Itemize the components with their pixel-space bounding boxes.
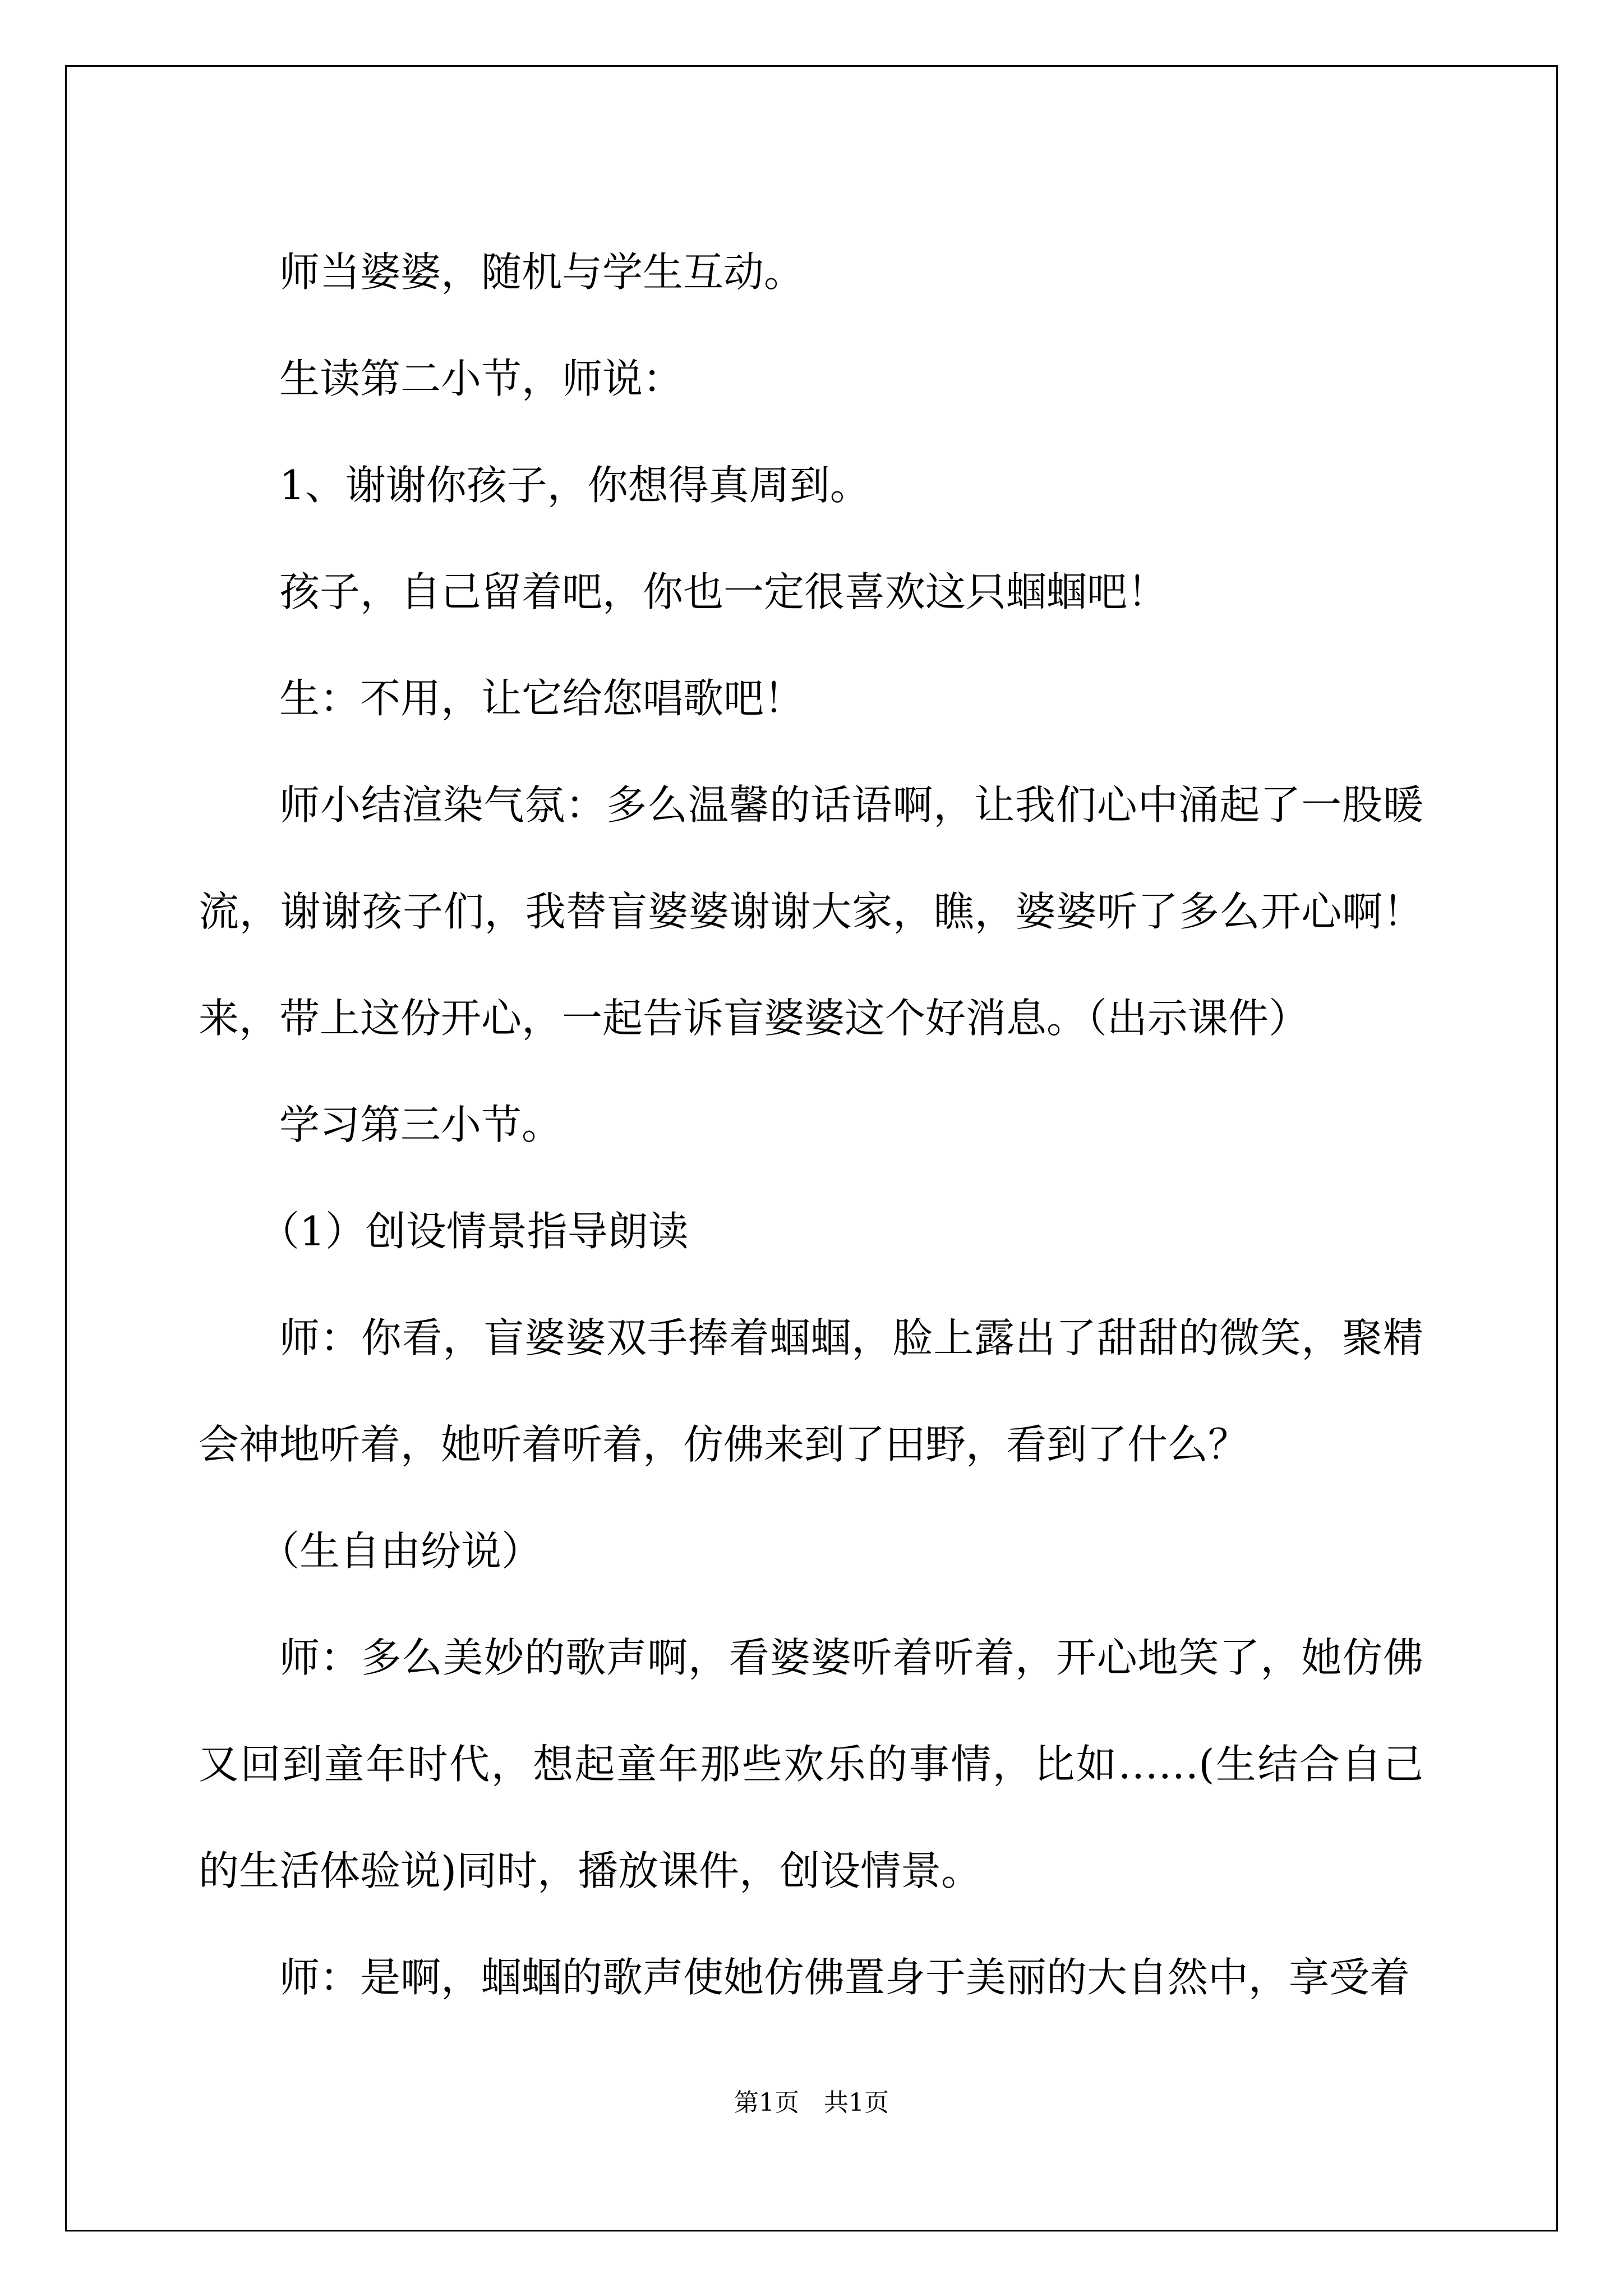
paragraph: 师：多么美妙的歌声啊，看婆婆听着听着，开心地笑了，她仿佛又回到童年时代，想起童年那些欢乐的事情，比如……(生结合自己的生活体验说)同时，播放课件，创设情景。 [199, 1634, 1423, 1894]
paragraph: 生读第二小节，师说： [279, 355, 684, 402]
paragraph: （1）创设情景指导朗读 [259, 1208, 689, 1255]
paragraph: 师当婆婆，随机与学生互动。 [279, 249, 805, 296]
paragraph: 学习第三小节。 [279, 1101, 562, 1148]
paragraph: （生自由纷说） [259, 1527, 542, 1575]
paragraph: 1、谢谢你孩子，你想得真周到。 [279, 462, 870, 509]
paragraph: 师小结渲染气氛：多么温馨的话语啊，让我们心中涌起了一股暖流，谢谢孩子们，我替盲婆婆谢谢大家，瞧，婆婆听了多么开心啊！来，带上这份开心，一起告诉盲婆婆这个好消息。（出示课件） [199, 781, 1423, 1042]
page-footer: 第1页 共1页 [734, 2088, 889, 2117]
paragraph: 师：是啊，蝈蝈的歌声使她仿佛置身于美丽的大自然中，享受着 [279, 1954, 1410, 2001]
paragraph: 孩子，自己留着吧，你也一定很喜欢这只蝈蝈吧！ [279, 568, 1168, 615]
paragraph: 师：你看，盲婆婆双手捧着蝈蝈，脸上露出了甜甜的微笑，聚精会神地听着，她听着听着，仿佛来到了田野，看到了什么？ [199, 1314, 1423, 1468]
paragraph: 生：不用，让它给您唱歌吧！ [279, 675, 805, 722]
document-body [199, 219, 1423, 2031]
